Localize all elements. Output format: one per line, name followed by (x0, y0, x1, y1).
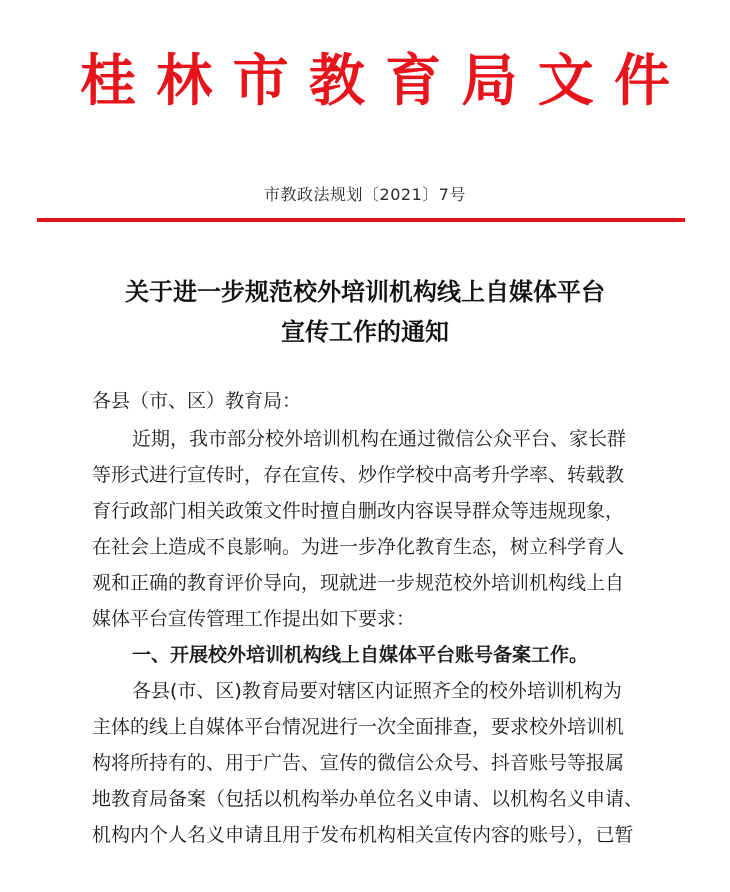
section-1-line: 主体的线上自媒体平台情况进行一次全面排查，要求校外培训机 (92, 716, 625, 738)
body-line: 近期，我市部分校外培训机构在通过微信公众平台、家长群 (132, 428, 627, 450)
body-line: 在社会上造成不良影响。为进一步净化教育生态，树立科学育人 (92, 536, 625, 558)
section-1-line: 机构内个人名义申请且用于发布机构相关宣传内容的账号），已暂 (92, 824, 634, 846)
masthead-title (80, 46, 670, 116)
section-1-heading: 一、开展校外培训机构线上自媒体平台账号备案工作。 (132, 644, 589, 666)
section-1-line: 地教育局备案（包括以机构举办单位名义申请、以机构名义申请、 (92, 788, 644, 810)
section-1-line: 构将所持有的、用于广告、宣传的微信公众号、抖音账号等报属 (92, 752, 625, 774)
masthead-char: 桂 (80, 48, 136, 114)
masthead-char: 文 (537, 48, 594, 114)
masthead-char: 市 (232, 48, 289, 114)
body-line: 媒体平台宣传管理工作提出如下要求： (92, 608, 416, 630)
body-line: 育行政部门相关政策文件时擅自删改内容误导群众等违规现象， (92, 500, 625, 522)
body-line: 等形式进行宣传时，存在宣传、炒作学校中高考升学率、转载教 (92, 464, 625, 486)
masthead-char: 局 (461, 48, 518, 114)
masthead-char: 教 (308, 48, 365, 114)
red-divider-rule (37, 218, 685, 222)
masthead-char: 育 (385, 48, 442, 114)
body-line: 观和正确的教育评价导向，现就进一步规范校外培训机构线上自 (92, 572, 625, 594)
document-number: 市教政法规划〔2021〕7号 (264, 185, 466, 204)
masthead-char: 件 (613, 48, 670, 114)
masthead-char: 林 (156, 48, 213, 114)
notice-title-line-1: 关于进一步规范校外培训机构线上自媒体平台 (125, 277, 605, 306)
notice-title-line-2: 宣传工作的通知 (281, 317, 449, 346)
salutation: 各县（市、区）教育局： (92, 390, 302, 412)
section-1-line: 各县(市、区)教育局要对辖区内证照齐全的校外培训机构为 (132, 680, 622, 702)
